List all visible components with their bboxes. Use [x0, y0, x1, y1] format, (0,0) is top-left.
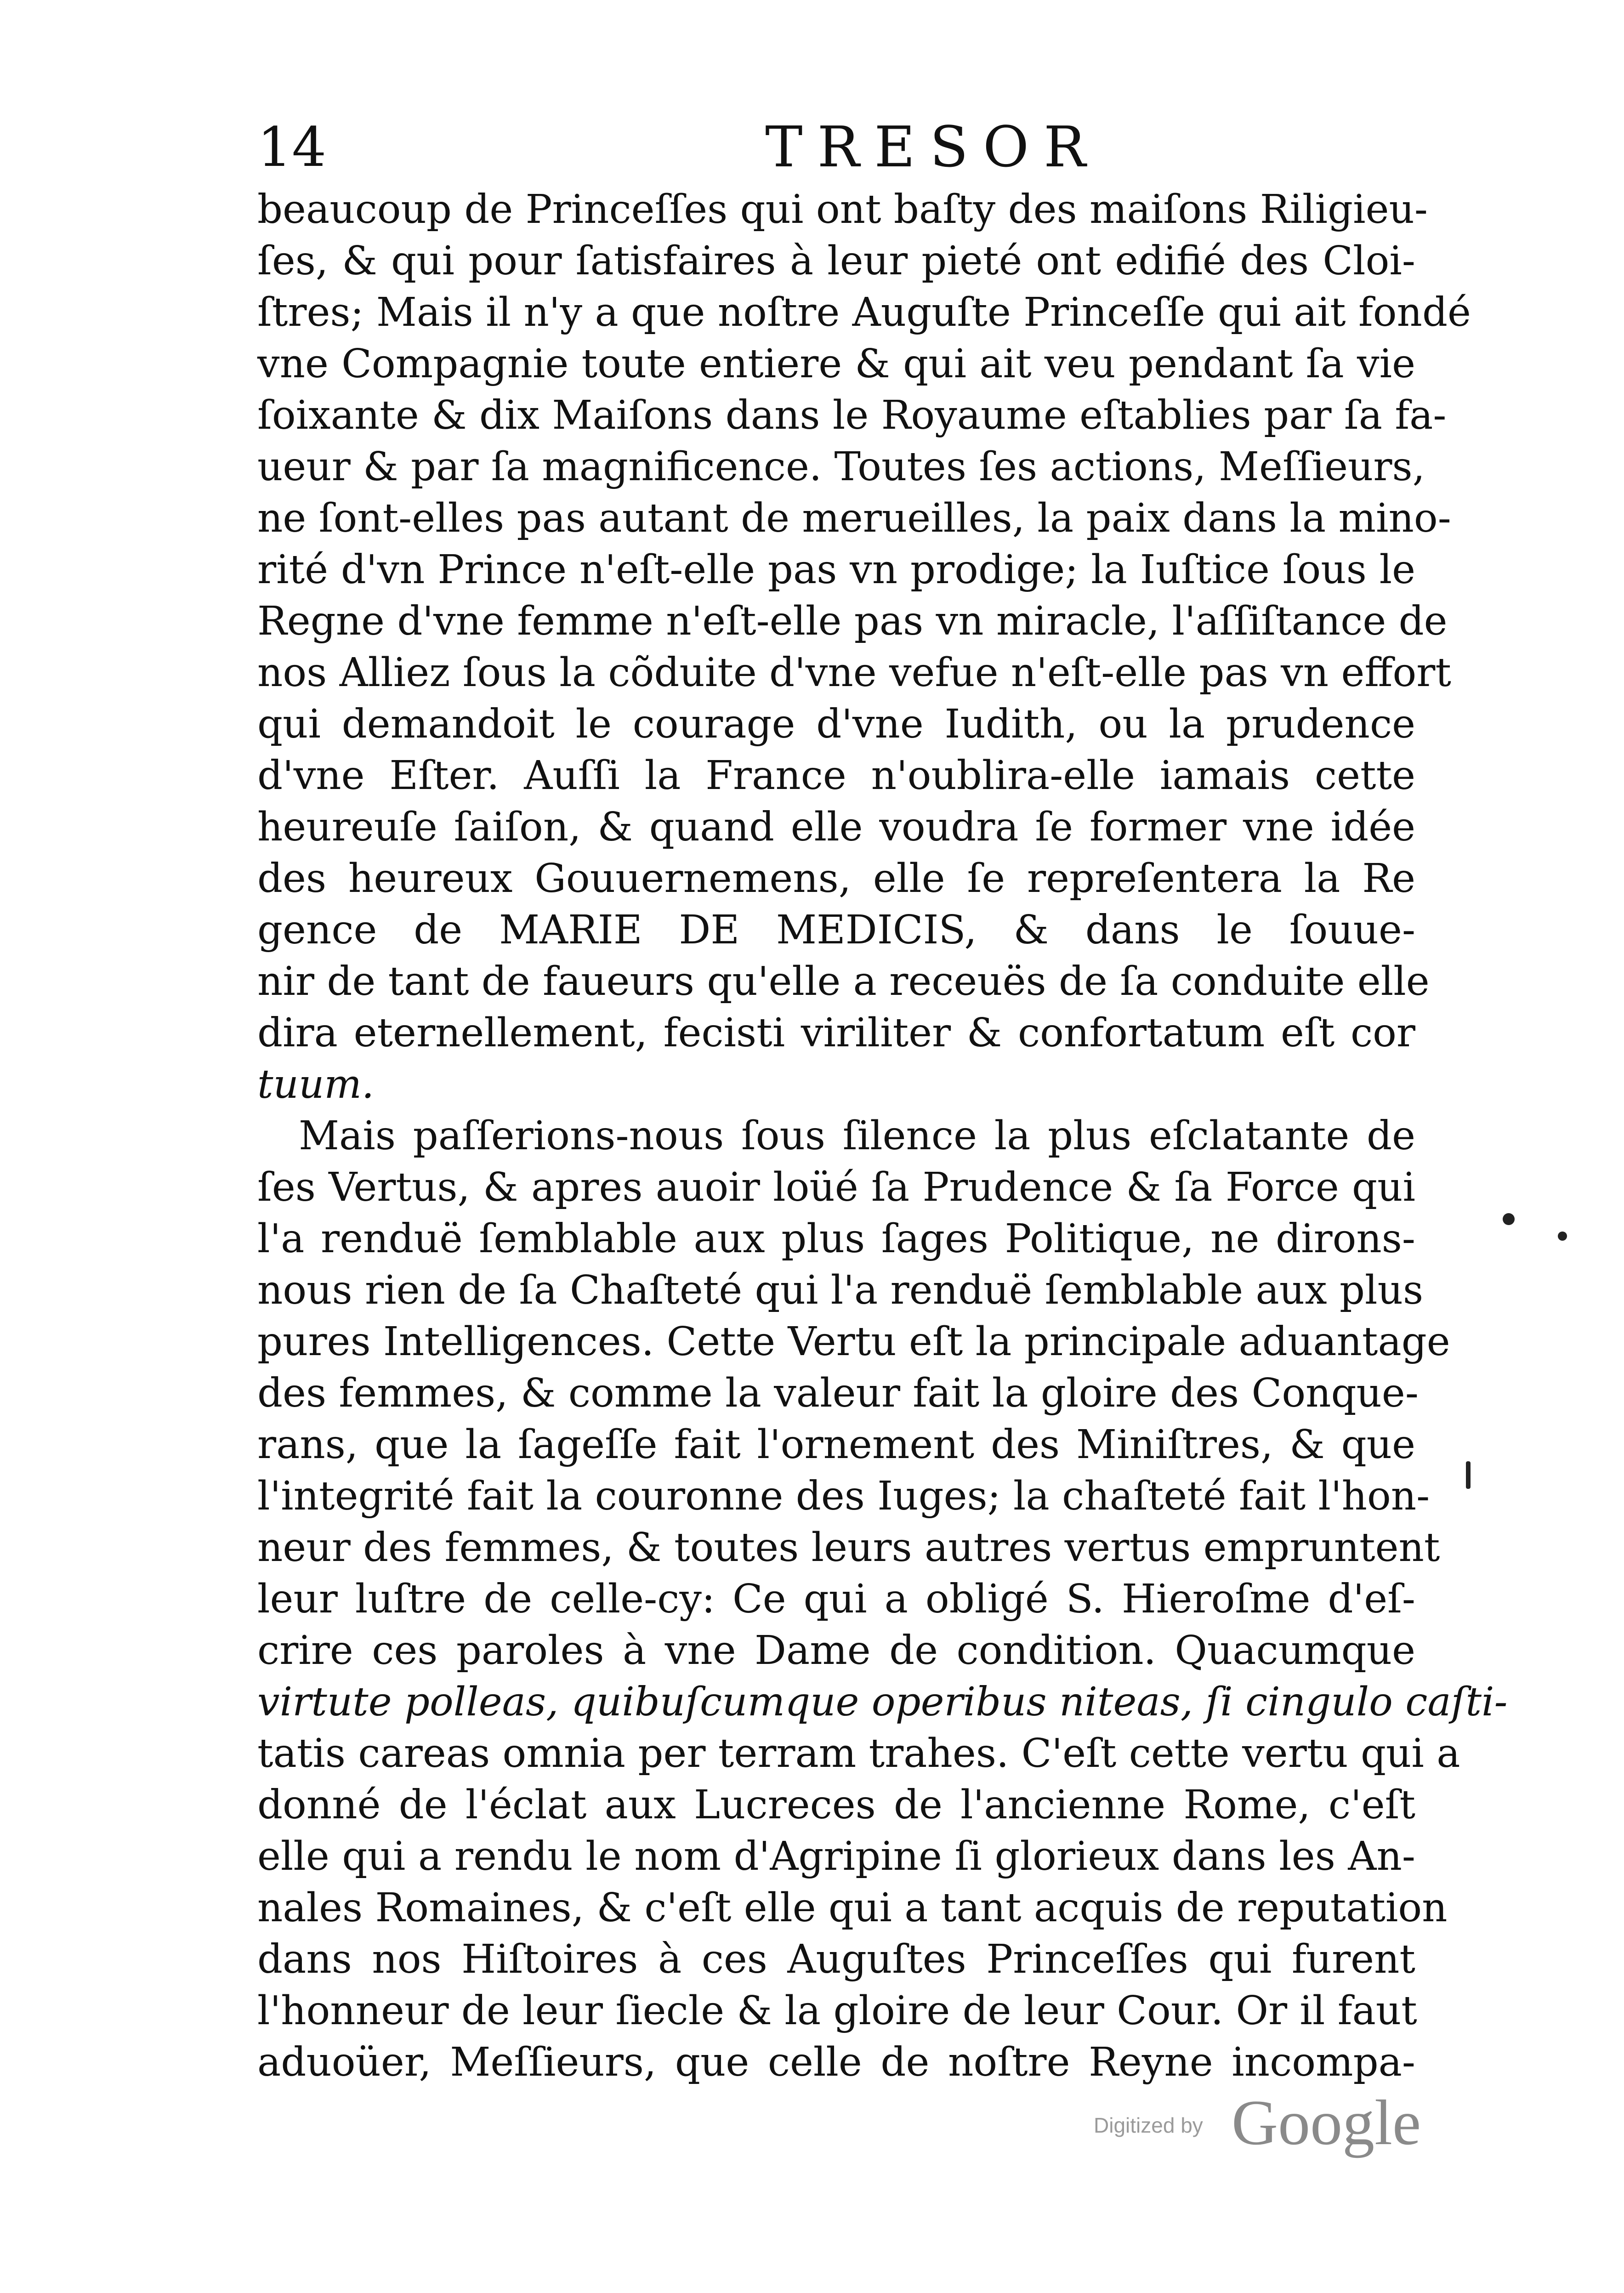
text-line: neur des femmes, & toutes leurs autres vertus empruntent: [257, 1525, 1440, 1571]
text-line: pures Intelligences. Cette Vertu eſt la principale aduantage: [257, 1319, 1450, 1365]
text-line: ne ſont-elles pas autant de merueilles, la paix dans la mino-: [257, 495, 1451, 541]
text-line: donné de l'éclat aux Lucreces de l'ancienne Rome, c'eſt: [257, 1782, 1415, 1828]
text-line: nales Romaines, & c'eſt elle qui a tant acquis de reputation: [257, 1885, 1448, 1931]
body-text: [257, 184, 1508, 2088]
text-line: ſes Vertus, & apres auoir loüé ſa Prudence & ſa Force qui: [257, 1164, 1415, 1210]
text-line: nos Alliez ſous la cõduite d'vne vefue n'eſt-elle pas vn effort: [257, 650, 1451, 696]
watermark-brand: Google: [1232, 2087, 1421, 2158]
ink-speck: [1558, 1232, 1567, 1241]
text-line: crire ces paroles à vne Dame de condition. Quacumque: [257, 1628, 1415, 1674]
text-line: aduoüer, Meſſieurs, que celle de noſtre Reyne incompa-: [257, 2039, 1415, 2085]
text-line: gence de MARIE DE MEDICIS, & dans le ſouue-: [257, 907, 1415, 953]
text-line: l'a renduë ſemblable aux plus ſages Politique, ne dirons-: [257, 1216, 1415, 1262]
watermark-prefix: Digitized by: [1094, 2113, 1203, 2137]
text-line: dira eternellement, fecisti viriliter & confortatum eſt cor: [257, 1010, 1415, 1056]
text-line: dans nos Hiſtoires à ces Auguſtes Princeſſes qui furent: [257, 1936, 1415, 1982]
text-line: l'integrité fait la couronne des Iuges; la chaſteté fait l'hon-: [257, 1473, 1430, 1519]
text-line: ſes, & qui pour ſatisfaires à leur pieté ont edifié des Cloi-: [257, 238, 1415, 284]
page-number: 14: [257, 115, 327, 179]
text-line: nir de tant de faueurs qu'elle a receuës de ſa conduite elle: [257, 959, 1430, 1005]
text-line: heureuſe ſaiſon, & quand elle voudra ſe former vne idée: [257, 804, 1415, 850]
text-line: l'honneur de leur ſiecle & la gloire de leur Cour. Or il faut: [257, 1988, 1417, 2034]
ink-speck: [1466, 1461, 1471, 1489]
text-line: tuum.: [257, 1061, 375, 1107]
text-line: ueur & par ſa magnificence. Toutes ſes actions, Meſſieurs,: [257, 444, 1425, 490]
text-line: vne Compagnie toute entiere & qui ait veu pendant ſa vie: [257, 341, 1415, 387]
running-head: TRESOR: [765, 114, 1101, 180]
text-line: rans, que la ſageſſe fait l'ornement des Miniſtres, & que: [257, 1422, 1415, 1468]
text-line: qui demandoit le courage d'vne Iudith, ou la prudence: [257, 701, 1415, 747]
text-line: elle qui a rendu le nom d'Agripine ſi glorieux dans les An-: [257, 1833, 1415, 1879]
text-line: tatis careas omnia per terram trahes. C'eſt cette vertu qui a: [257, 1731, 1460, 1777]
text-line: virtute polleas, quibuſcumque operibus niteas, ſi cingulo caſti-: [257, 1679, 1508, 1725]
text-line: d'vne Eſter. Auſſi la France n'oublira-elle iamais cette: [257, 753, 1415, 799]
text-line: beaucoup de Princeſſes qui ont baſty des maiſons Riligieu-: [257, 187, 1428, 233]
text-line: Regne d'vne femme n'eſt-elle pas vn miracle, l'aſſiſtance de: [257, 598, 1448, 644]
text-line: nous rien de ſa Chaſteté qui l'a renduë ſemblable aux plus: [257, 1267, 1424, 1313]
text-line: leur luſtre de celle-cy: Ce qui a obligé S. Hieroſme d'eſ-: [257, 1576, 1415, 1622]
paragraph-1: [257, 184, 1471, 1110]
text-line: des femmes, & comme la valeur fait la gloire des Conque-: [257, 1370, 1419, 1416]
paragraph-2: [257, 1110, 1508, 2088]
text-line: ſtres; Mais il n'y a que noſtre Auguſte Princeſſe qui ait fondé: [257, 289, 1471, 335]
text-line: rité d'vn Prince n'eſt-elle pas vn prodige; la Iuſtice ſous le: [257, 547, 1415, 593]
digitized-watermark: [1094, 2086, 1507, 2160]
ink-speck: [1503, 1213, 1515, 1225]
text-line: Mais paſſerions-nous ſous ſilence la plus eſclatante de: [299, 1113, 1415, 1159]
text-line: des heureux Gouuernemens, elle ſe repreſentera la Re: [257, 856, 1415, 902]
text-line: ſoixante & dix Maiſons dans le Royaume eſtablies par ſa fa-: [257, 392, 1447, 438]
page-header: [257, 110, 1461, 184]
